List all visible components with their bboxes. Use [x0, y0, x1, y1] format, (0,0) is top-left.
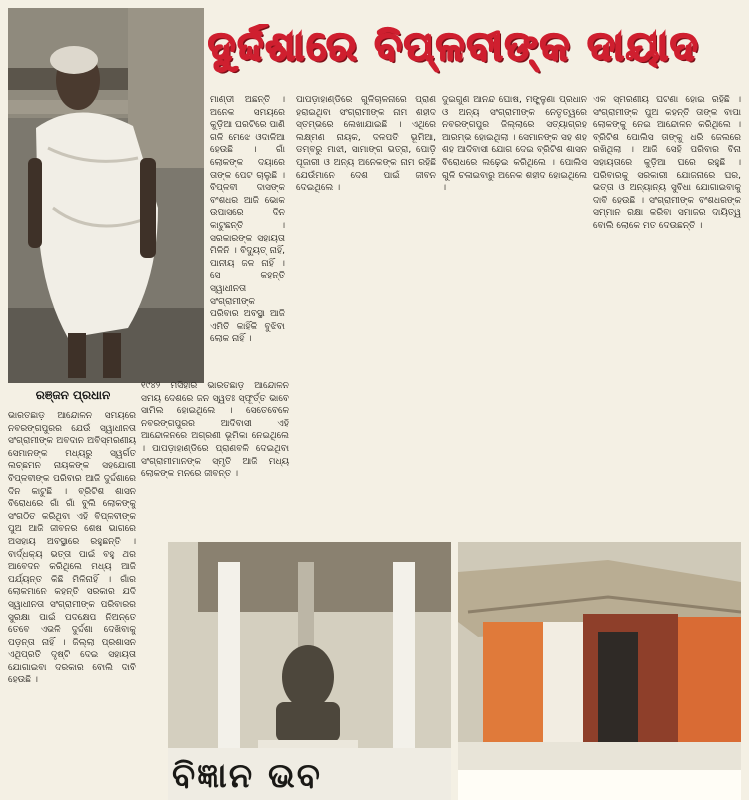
portrait-image — [8, 8, 204, 383]
house-image — [458, 542, 741, 770]
byline: ରଞ୍ଜନ ପ୍ରଧାନ — [35, 388, 111, 402]
article-text-center-2: ପାପଡ଼ାହାଣ୍ଡିରେ ଗୁଳିଚାଳନାରେ ପ୍ରାଣ ହରାଇଥିବା ସଂଗ୍ରାମୀଙ୍କ ନାମ ଶହୀଦ ସ୍ତମ୍ଭରେ ଲେଖାଯାଇଛି । ଏଥିରେ ଲକ୍ଷ୍ମଣ ନାୟକ, ଦଳପତି ଭୂମିଆ, ଡମ୍ବରୁ ମାଝୀ, ସାମାଙ୍ଗ ଭତ୍ରା, ପୋଡ଼ି ପୂଜାରୀ ଓ ଅନ୍ୟ ଅନେକଙ୍କ ନାମ ରହିଛି ଯେଉଁମାନେ ଦେଶ ପାଇଁ ଜୀବନ ଦେଇଥିଲେ । — [296, 95, 436, 194]
memorial-photo — [168, 542, 451, 800]
article-text-left: ଭାରତଛାଡ଼ ଆନ୍ଦୋଳନ ସମୟରେ ନବରଙ୍ଗପୁରର ଯେଉଁ ସ୍ୱାଧୀନତା ସଂଗ୍ରାମୀଙ୍କ ଅବଦାନ ଅବିସ୍ମରଣୀୟ ସେମାନଙ୍କ ମଧ୍ୟରୁ ସ୍ୱର୍ଗତ ଲଚ୍ଛମନ ନାୟକଙ୍କ ସହଯୋଗୀ ବିପ୍ଳବୀଙ୍କ ପରିବାର ଆଜି ଦୁର୍ଦ୍ଦଶାରେ ଦିନ କାଟୁଛି । ବ୍ରିଟିଶ ଶାସନ ବିରୋଧରେ ଗାଁ ଗାଁ ବୁଲି ଲୋକଙ୍କୁ ସଂଗଠିତ କରିଥିବା ଏହି ବିପ୍ଳବୀଙ୍କ ପୁଅ ଆଜି ଜୀବନର ଶେଷ ଭାଗରେ ଅସହାୟ ଅବସ୍ଥାରେ ରହୁଛନ୍ତି । ବାର୍ଦ୍ଧକ୍ୟ ଭତ୍ତା ପାଇଁ ବହୁ ଥର ଆବେଦନ କରିଥିଲେ ମଧ୍ୟ ଆଜି ପର୍ଯ୍ୟନ୍ତ କିଛି ମିଳିନାହିଁ । ଗାଁର ଲୋକମାନେ କହନ୍ତି ସରକାର ଯଦି ସ୍ୱାଧୀନତା ସଂଗ୍ରାମୀଙ୍କ ପରିବାରର ସୁରକ୍ଷା ପାଇଁ ପଦକ୍ଷେପ ନିଅନ୍ତେ ତେବେ ଏଭଳି ଦୁର୍ଦ୍ଦଶା ଦେଖିବାକୁ ପଡ଼ନ୍ତା ନାହିଁ । ଜିଲ୍ଲା ପ୍ରଶାସନ ଏଥିପ୍ରତି ଦୃଷ୍ଟି ଦେଇ ସହାୟତା ଯୋଗାଇବା ଦରକାର ବୋଲି ଦାବି ହେଉଛି । — [8, 411, 136, 686]
article-text-top: ମାଣ୍ଡୀ ଅଛନ୍ତି । ଅନେକ ସମୟରେ କୁଡ଼ିଆ ଘରଟିରେ ପାଣି ଗଳି ମେଝେ ଓଦାଳିଆ ହେଉଛି । ଗାଁ ଲୋକଙ୍କ ଦୟାରେ ତାଙ୍କ ପେଟ ଚାଲୁଛି । ବିପ୍ଳବୀ ଦାସଙ୍କ ବଂଶଧର ଆଜି ଭୋକ ଉପାସରେ ଦିନ କାଟୁଛନ୍ତି । ସରକାରଙ୍କ ସହାୟତା ମିଳିନି । ବିଦ୍ୟୁତ୍ ନାହିଁ, ପାନୀୟ ଜଳ ନାହିଁ । ସେ କହନ୍ତି ସ୍ୱାଧୀନତା ସଂଗ୍ରାମୀଙ୍କ ପରିବାର ଅବସ୍ଥା ଆଜି ଏମିତି କାହିଁକି ବୁଝିବା ଲୋକ ନାହିଁ । — [210, 95, 285, 345]
building-sign: ବିଜ୍ଞାନ ଭବ — [172, 756, 322, 796]
article-text-center-1: ୧୯୪୨ ମସିହାର ଭାରତଛାଡ଼ ଆନ୍ଦୋଳନ ସମୟ ଦେଶରେ ଜନ ସ୍ୱତଃ ସ୍ଫୂର୍ତ୍ତ ଭାବେ ସାମିଲ ହୋଇଥିଲେ । ସେତେବେଳେ ନବରଙ୍ଗପୁରର ଆଦିବାସୀ ଏହି ଆନ୍ଦୋଳନରେ ଅଗ୍ରଣୀ ଭୂମିକା ନେଇଥିଲେ । ପାପଡ଼ାହାଣ୍ଡିରେ ପ୍ରାଣବଳି ଦେଇଥିବା ସଂଗ୍ରାମୀମାନଙ୍କ ସ୍ମୃତି ଆଜି ମଧ୍ୟ ଲୋକଙ୍କ ମନରେ ଜୀବନ୍ତ । — [141, 381, 289, 480]
article-text-center-3: ଦୁଇଗୁଣ ଆନନ୍ଦ ଘୋଷ, ମଙ୍ଗ୍ଳୁଣା ପ୍ରଧାନ ଓ ଅନ୍ୟ ସଂଗ୍ରାମୀଙ୍କ ନେତୃତ୍ୱରେ ନବରଙ୍ଗପୁର ଜିଲ୍ଲାରେ ସତ୍ୟାଗ୍ରହ ଆରମ୍ଭ ହୋଇଥିଲା । ସେମାନଙ୍କ ସହ ଶହ ଶହ ଆଦିବାସୀ ଯୋଗ ଦେଇ ବ୍ରିଟିଶ ଶାସନ ବିରୋଧରେ ଲଢ଼େଇ କରିଥିଲେ । ପୋଲିସ ଗୁଳି ଚଳାଇବାରୁ ଅନେକ ଶହୀଦ ହୋଇଥିଲେ । — [442, 95, 587, 194]
headline: ଦୁର୍ଦ୍ଦଶାରେ ବିପ୍ଳବୀଙ୍କ ଦାୟାଦ — [208, 24, 700, 70]
article-text-right: ଏକ ସ୍ମରଣୀୟ ଘଟଣା ହୋଇ ରହିଛି । ସଂଗ୍ରାମୀଙ୍କ ପୁଅ କହନ୍ତି ତାଙ୍କ ବାପା ଲୋକଙ୍କୁ ନେଇ ଆନ୍ଦୋଳନ କରିଥିଲେ । ବ୍ରିଟିଶ ପୋଲିସ ତାଙ୍କୁ ଧରି ଜେଲରେ ରଖିଥିଲା । ଆଜି ସେହି ପରିବାର ବିନା ସହାୟତାରେ କୁଡ଼ିଆ ଘରେ ରହୁଛି । ପରିବାରକୁ ସରକାରୀ ଯୋଜନାରେ ଘର, ଭତ୍ତା ଓ ଅନ୍ୟାନ୍ୟ ସୁବିଧା ଯୋଗାଇବାକୁ ଦାବି ହେଉଛି । ସଂଗ୍ରାମୀଙ୍କ ବଂଶଧରଙ୍କ ସମ୍ମାନ ରକ୍ଷା କରିବା ସମାଜର ଦାୟିତ୍ୱ ବୋଲି ଲୋକେ ମତ ଦେଉଛନ୍ତି । — [593, 95, 741, 231]
portrait-photo — [8, 8, 204, 383]
house-photo — [458, 542, 741, 770]
page-margin — [458, 770, 741, 800]
